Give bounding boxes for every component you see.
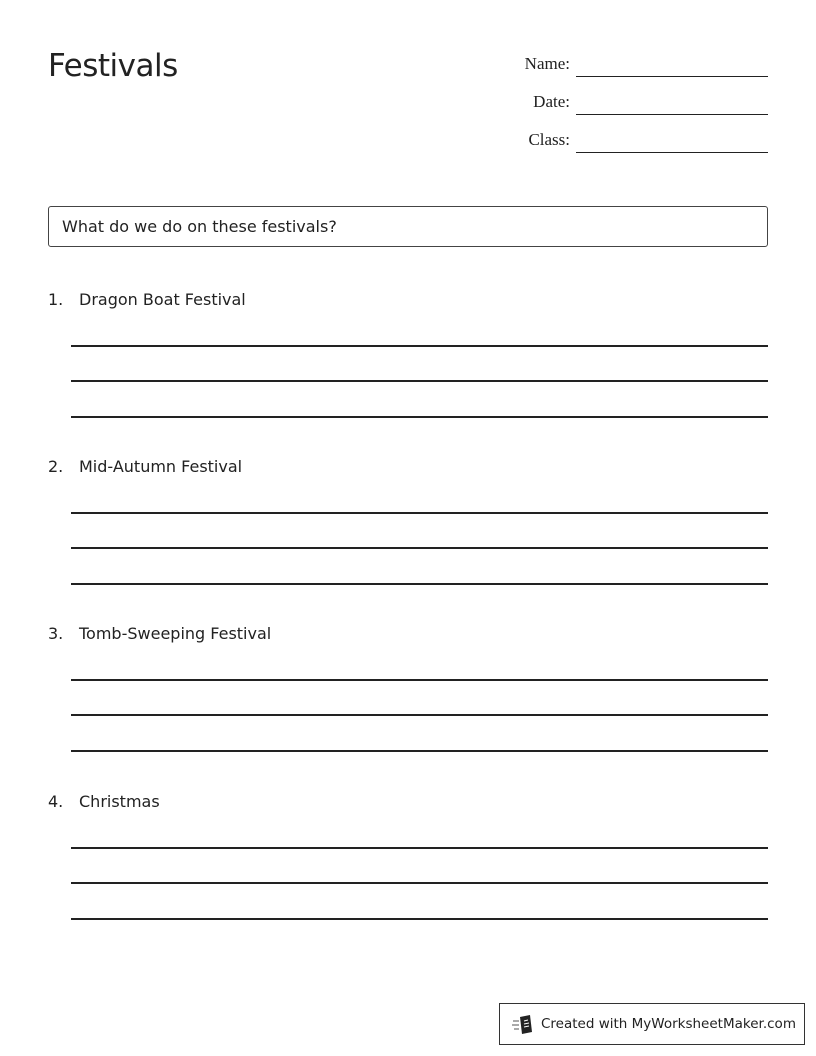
answer-line[interactable] (71, 547, 768, 549)
question-number: 2. (48, 457, 64, 476)
class-field[interactable] (480, 130, 768, 154)
answer-line[interactable] (71, 512, 768, 514)
question-number: 3. (48, 624, 64, 643)
page-title: Festivals (48, 48, 178, 84)
instructions-box (48, 206, 768, 247)
answer-line[interactable] (71, 918, 768, 920)
answer-line[interactable] (71, 847, 768, 849)
question-item (48, 792, 768, 932)
answer-line[interactable] (71, 416, 768, 418)
question-text: Dragon Boat Festival (79, 290, 246, 309)
question-item (48, 624, 768, 764)
name-label: Name: (524, 54, 570, 73)
answer-line[interactable] (71, 714, 768, 716)
question-text: Tomb-Sweeping Festival (79, 624, 272, 643)
class-line (576, 152, 768, 153)
question-number: 1. (48, 290, 64, 309)
date-line (576, 114, 768, 115)
question-item (48, 290, 768, 430)
answer-line[interactable] (71, 583, 768, 585)
answer-line[interactable] (71, 679, 768, 681)
instructions-text: What do we do on these festivals? (62, 217, 337, 236)
date-label: Date: (533, 92, 570, 111)
credit-badge[interactable] (499, 1003, 805, 1045)
question-text: Mid-Autumn Festival (79, 457, 243, 476)
answer-line[interactable] (71, 882, 768, 884)
answer-line[interactable] (71, 380, 768, 382)
credit-text: Created with MyWorksheetMaker.com (541, 1016, 796, 1032)
answer-line[interactable] (71, 345, 768, 347)
question-number: 4. (48, 792, 64, 811)
name-field[interactable] (480, 54, 768, 78)
worksheet-maker-logo-icon (512, 1015, 534, 1035)
question-item (48, 457, 768, 597)
class-label: Class: (528, 130, 570, 149)
answer-line[interactable] (71, 750, 768, 752)
date-field[interactable] (480, 92, 768, 116)
question-text: Christmas (79, 792, 160, 811)
name-line (576, 76, 768, 77)
